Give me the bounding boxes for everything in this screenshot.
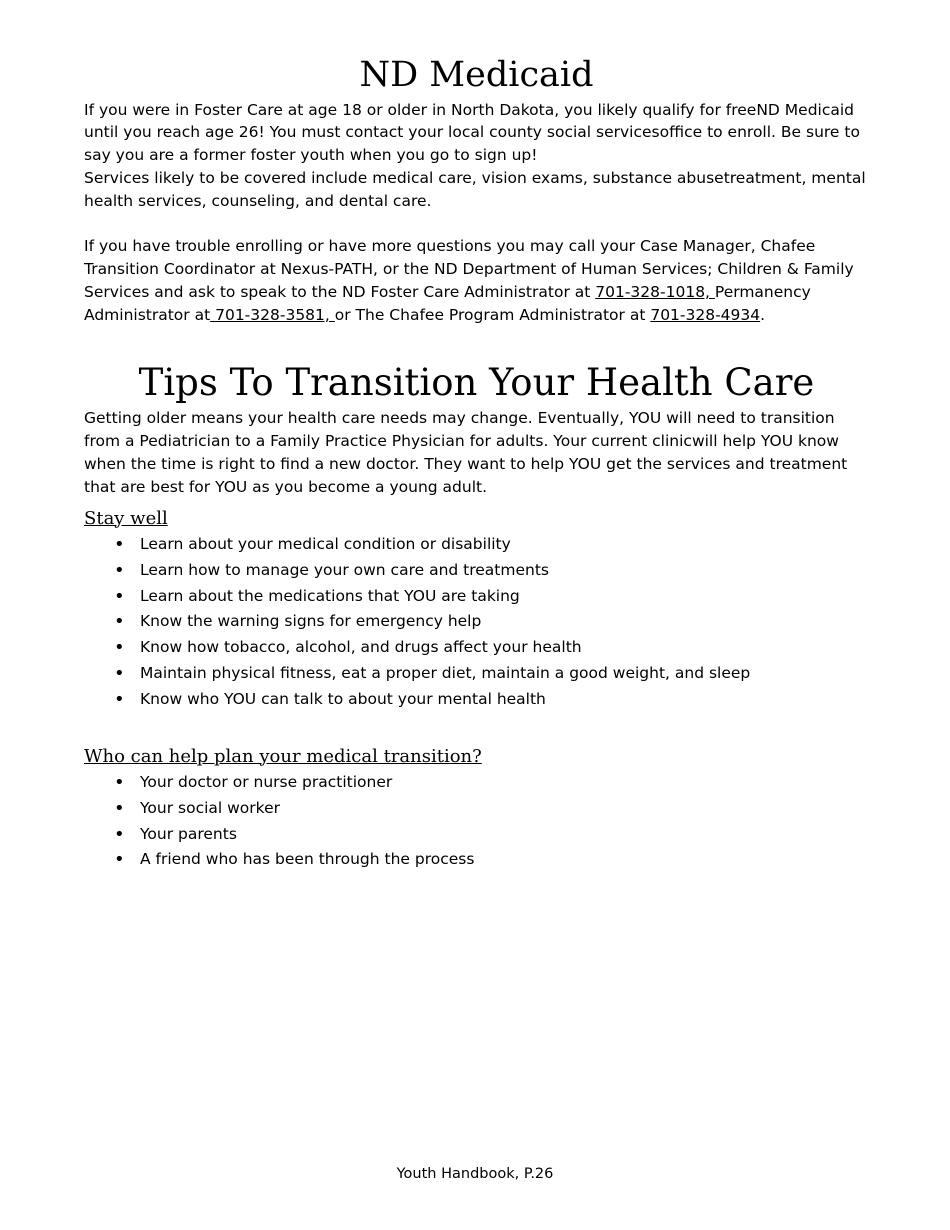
- list-item: • Know how tobacco, alcohol, and drugs affect your health: [84, 635, 869, 661]
- list-item: • Your parents: [84, 822, 869, 848]
- list-item: • Learn how to manage your own care and treatments: [84, 558, 869, 584]
- page-footer: Youth Handbook, P.26: [396, 1166, 554, 1182]
- list-item: • Know the warning signs for emergency help: [84, 609, 869, 635]
- page-title: ND Medicaid: [359, 55, 594, 95]
- tips-intro-paragraph: Getting older means your health care needs may change. Eventually, YOU will need to transition from a Pediatrician to a Family Practice Physician for adults. Your current clinicwill help YOU know when the time is right to find a new doctor. They want to help YOU get the services and treatment that are best for YOU as you become a young adult.: [84, 409, 848, 496]
- medicaid-contact-paragraph: [84, 235, 869, 326]
- contact-text: .: [760, 305, 766, 324]
- list-item: • Learn about your medical condition or disability: [84, 532, 869, 558]
- contact-text: If you have trouble enrolling or have more questions you may call your Case Manager, Chafee Transition Coordinator at Nexus-PATH, or the ND Department of Human Services; Children & Family Services and ask to speak to the ND Foster Care Administrator at: [84, 237, 854, 302]
- who-can-help-list: [84, 770, 869, 873]
- document-page: [84, 56, 869, 873]
- contact-text: Permanency Administrator at: [84, 283, 811, 324]
- medicaid-services-paragraph: Services likely to be covered include medical care, vision exams, substance abusetreatment, mental health services, counseling, and dental care.: [84, 168, 866, 210]
- stay-well-heading: Stay well: [84, 507, 168, 529]
- permanency-admin-phone-link[interactable]: 701-328-3581,: [210, 305, 335, 324]
- section-title: Tips To Transition Your Health Care: [138, 360, 815, 404]
- stay-well-list: [84, 532, 869, 713]
- list-item: • Know who YOU can talk to about your mental health: [84, 687, 869, 713]
- list-item: • Your doctor or nurse practitioner: [84, 770, 869, 796]
- list-item: • Your social worker: [84, 796, 869, 822]
- list-item: • Maintain physical fitness, eat a proper diet, maintain a good weight, and sleep: [84, 661, 869, 687]
- foster-care-admin-phone-link[interactable]: 701-328-1018,: [595, 283, 715, 302]
- chafee-admin-phone-link[interactable]: 701-328-4934: [650, 305, 761, 324]
- medicaid-eligibility-paragraph: If you were in Foster Care at age 18 or older in North Dakota, you likely qualify for freeND Medicaid until you reach age 26! You must contact your local county social servicesoffice to enroll. Be sure to say you are a former foster youth when you go to sign up!: [84, 100, 860, 165]
- list-item: • A friend who has been through the process: [84, 847, 869, 873]
- list-item: • Learn about the medications that YOU are taking: [84, 584, 869, 610]
- paragraph-spacer: [84, 212, 869, 235]
- who-can-help-heading: Who can help plan your medical transition?: [84, 745, 482, 767]
- contact-text: or The Chafee Program Administrator at: [334, 305, 651, 324]
